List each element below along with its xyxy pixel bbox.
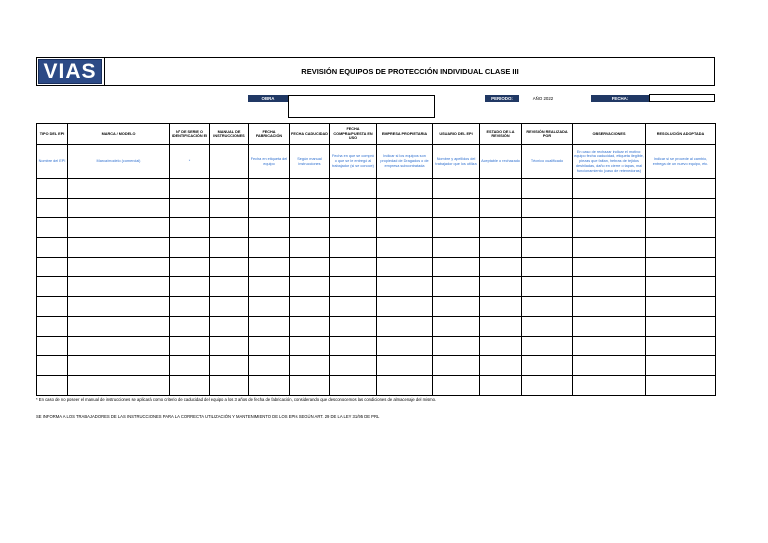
table-row [37, 336, 716, 356]
table-cell[interactable] [377, 375, 433, 395]
table-cell[interactable] [68, 316, 170, 336]
table-cell[interactable] [433, 238, 480, 258]
table-cell[interactable] [522, 356, 573, 376]
table-cell[interactable] [480, 316, 522, 336]
table-cell[interactable] [170, 198, 210, 218]
column-header: EMPRESA PROPIETARIA [377, 124, 433, 145]
table-cell[interactable] [480, 356, 522, 376]
legal-notice: SE INFORMA A LOS TRABAJADORES DE LAS INSTRUCCIONES PARA LA CORRECTA UTILIZACIÓN Y MANTENIMIENTO DE LOS EPIs SEGÚN ART. 29 DE LA LEY 31/95 DE PRL [36, 414, 380, 419]
table-cell[interactable] [290, 257, 330, 277]
table-cell[interactable] [573, 257, 646, 277]
table-cell[interactable] [573, 218, 646, 238]
column-header: RESOLUCIÓN ADOPTADA [646, 124, 716, 145]
table-cell[interactable] [646, 218, 716, 238]
table-cell[interactable] [646, 179, 716, 199]
column-header: MANUAL DE INSTRUCCIONES [210, 124, 249, 145]
table-cell[interactable] [480, 257, 522, 277]
table-cell[interactable] [522, 277, 573, 297]
table-cell[interactable] [330, 198, 377, 218]
table-cell[interactable] [249, 356, 290, 376]
table-cell[interactable] [210, 277, 249, 297]
table-cell[interactable] [37, 316, 68, 336]
table-cell[interactable] [573, 316, 646, 336]
table-cell[interactable] [480, 198, 522, 218]
table-row [37, 316, 716, 336]
table-cell[interactable] [330, 356, 377, 376]
table-cell[interactable] [68, 257, 170, 277]
table-cell[interactable] [377, 356, 433, 376]
table-cell[interactable] [646, 277, 716, 297]
table-cell[interactable] [433, 257, 480, 277]
table-cell[interactable] [646, 375, 716, 395]
table-cell[interactable] [68, 179, 170, 199]
table-cell[interactable] [210, 336, 249, 356]
sample-cell: Indicar si se procede al cambio, entrega de un nuevo equipo, etc. [646, 145, 716, 179]
column-header: FECHA COMPRA/PUESTA EN USO [330, 124, 377, 145]
table-row [37, 257, 716, 277]
table-cell[interactable] [249, 238, 290, 258]
column-header: ESTADO DE LA REVISIÓN [480, 124, 522, 145]
periodo-value: AÑO 2022 [532, 96, 554, 101]
table-cell[interactable] [377, 218, 433, 238]
table-cell[interactable] [433, 316, 480, 336]
column-header: REVISIÓN REALIZADA POR [522, 124, 573, 145]
column-header: Nº DE SERIE O IDENTIFICACIÓN EI [170, 124, 210, 145]
table-row [37, 218, 716, 238]
table-cell[interactable] [646, 257, 716, 277]
table-cell[interactable] [170, 316, 210, 336]
fecha-field[interactable] [649, 94, 715, 102]
table-cell[interactable] [37, 375, 68, 395]
table-cell[interactable] [646, 356, 716, 376]
sample-cell: Nombre y apellidos del trabajador que los utiliza [433, 145, 480, 179]
table-cell[interactable] [330, 336, 377, 356]
table-cell[interactable] [68, 277, 170, 297]
table-cell[interactable] [646, 316, 716, 336]
column-header: USUARIO DEL EPI [433, 124, 480, 145]
table-cell[interactable] [377, 179, 433, 199]
epi-revision-table [36, 123, 716, 396]
table-cell[interactable] [170, 356, 210, 376]
sample-cell: Marca/modelo (comercial) [68, 145, 170, 179]
table-cell[interactable] [210, 179, 249, 199]
sample-cell: * [170, 145, 210, 179]
table-cell[interactable] [290, 218, 330, 238]
table-cell[interactable] [210, 257, 249, 277]
table-cell[interactable] [330, 277, 377, 297]
table-cell[interactable] [210, 316, 249, 336]
fecha-label: FECHA: [591, 95, 649, 102]
table-cell[interactable] [170, 297, 210, 317]
obra-field[interactable] [288, 95, 435, 118]
table-cell[interactable] [290, 277, 330, 297]
table-cell[interactable] [170, 336, 210, 356]
table-cell[interactable] [37, 257, 68, 277]
table-cell[interactable] [37, 356, 68, 376]
table-cell[interactable] [210, 218, 249, 238]
table-cell[interactable] [210, 198, 249, 218]
obra-label: OBRA [248, 95, 288, 102]
table-row [37, 297, 716, 317]
document-title: REVISIÓN EQUIPOS DE PROTECCIÓN INDIVIDUAL CLASE III [301, 67, 519, 76]
table-cell[interactable] [170, 238, 210, 258]
table-cell[interactable] [573, 179, 646, 199]
column-header: TIPO DEL EPI [37, 124, 68, 145]
table-cell[interactable] [249, 179, 290, 199]
table-cell[interactable] [330, 238, 377, 258]
table-cell[interactable] [249, 297, 290, 317]
sample-cell: Fecha en etiqueta del equipo [249, 145, 290, 179]
sample-cell: Fecha en que se compró o que se le entregó al trabajador (si se conoce) [330, 145, 377, 179]
table-cell[interactable] [480, 238, 522, 258]
footnote: * En caso de no poseer el manual de instrucciones se aplicará como criterio de caducidad del equipo a los 3 años de fecha de fabricación, considerando que desconocemos las condiciones de almacenaje del mismo. [36, 397, 437, 402]
table-cell[interactable] [68, 336, 170, 356]
table-cell[interactable] [646, 198, 716, 218]
table-cell[interactable] [522, 179, 573, 199]
table-cell[interactable] [290, 316, 330, 336]
table-cell[interactable] [480, 179, 522, 199]
table-cell[interactable] [522, 218, 573, 238]
table-cell[interactable] [433, 297, 480, 317]
table-cell[interactable] [290, 375, 330, 395]
table-cell[interactable] [377, 316, 433, 336]
table-cell[interactable] [522, 238, 573, 258]
table-cell[interactable] [522, 375, 573, 395]
column-header: OBSERVACIONES [573, 124, 646, 145]
table-cell[interactable] [646, 336, 716, 356]
sample-row [37, 145, 716, 179]
table-cell[interactable] [646, 238, 716, 258]
table-row [37, 198, 716, 218]
table-cell[interactable] [573, 356, 646, 376]
table-cell[interactable] [290, 179, 330, 199]
table-header-row [37, 124, 716, 145]
table-row [37, 179, 716, 199]
table-cell[interactable] [330, 257, 377, 277]
table-cell[interactable] [210, 356, 249, 376]
table-row [37, 277, 716, 297]
table-cell[interactable] [433, 336, 480, 356]
table-cell[interactable] [170, 179, 210, 199]
sample-cell: Técnico cualificado [522, 145, 573, 179]
table-row [37, 375, 716, 395]
sample-cell: En caso de rechazar indicar el motivo: equipo fecha caducidad, etiqueta ilegible, piezas que faltan, hebras de tejidos deshiladas, daño en cierre o tapas, mal funcionamiento (caso de retenedoras) [573, 145, 646, 179]
table-cell[interactable] [290, 238, 330, 258]
table-cell[interactable] [170, 218, 210, 238]
table-cell[interactable] [249, 198, 290, 218]
table-cell[interactable] [480, 297, 522, 317]
table-row [37, 356, 716, 376]
sample-cell: Según manual instrucciones [290, 145, 330, 179]
table-cell[interactable] [522, 336, 573, 356]
table-cell[interactable] [290, 297, 330, 317]
table-cell[interactable] [170, 277, 210, 297]
table-cell[interactable] [330, 179, 377, 199]
table-cell[interactable] [573, 297, 646, 317]
table-cell[interactable] [480, 277, 522, 297]
table-cell[interactable] [249, 218, 290, 238]
column-header: FECHA FABRICACIÓN [249, 124, 290, 145]
table-cell[interactable] [249, 336, 290, 356]
table-cell[interactable] [522, 198, 573, 218]
table-cell[interactable] [37, 238, 68, 258]
table-cell[interactable] [433, 277, 480, 297]
table-cell[interactable] [377, 336, 433, 356]
table-cell[interactable] [330, 218, 377, 238]
sample-cell: Indicar si los equipos son propiedad de Dragados o de empresa subcontratada [377, 145, 433, 179]
table-cell[interactable] [330, 375, 377, 395]
table-cell[interactable] [330, 316, 377, 336]
table-cell[interactable] [573, 238, 646, 258]
table-cell[interactable] [68, 198, 170, 218]
periodo-label: PERIODO: [485, 95, 519, 102]
table-cell[interactable] [249, 375, 290, 395]
table-cell[interactable] [522, 297, 573, 317]
table-cell[interactable] [210, 297, 249, 317]
table-cell[interactable] [377, 297, 433, 317]
sample-cell: Aceptable o rechazado [480, 145, 522, 179]
table-cell[interactable] [377, 238, 433, 258]
table-cell[interactable] [480, 336, 522, 356]
sample-cell [210, 145, 249, 179]
table-cell[interactable] [433, 198, 480, 218]
table-cell[interactable] [68, 238, 170, 258]
table-cell[interactable] [290, 336, 330, 356]
table-cell[interactable] [290, 356, 330, 376]
table-cell[interactable] [330, 297, 377, 317]
table-cell[interactable] [573, 198, 646, 218]
table-cell[interactable] [573, 375, 646, 395]
table-cell[interactable] [37, 297, 68, 317]
table-cell[interactable] [433, 356, 480, 376]
table-cell[interactable] [68, 375, 170, 395]
table-cell[interactable] [249, 277, 290, 297]
table-cell[interactable] [522, 257, 573, 277]
table-cell[interactable] [249, 316, 290, 336]
table-cell[interactable] [480, 218, 522, 238]
table-cell[interactable] [210, 238, 249, 258]
table-cell[interactable] [68, 297, 170, 317]
table-cell[interactable] [210, 375, 249, 395]
table-cell[interactable] [37, 198, 68, 218]
table-cell[interactable] [573, 277, 646, 297]
table-cell[interactable] [377, 277, 433, 297]
sample-cell: Nombre del EPI [37, 145, 68, 179]
table-cell[interactable] [377, 198, 433, 218]
table-cell[interactable] [37, 218, 68, 238]
table-cell[interactable] [68, 356, 170, 376]
table-cell[interactable] [249, 257, 290, 277]
table-cell[interactable] [170, 257, 210, 277]
table-cell[interactable] [480, 375, 522, 395]
table-cell[interactable] [37, 277, 68, 297]
table-cell[interactable] [433, 179, 480, 199]
table-cell[interactable] [37, 179, 68, 199]
table-cell[interactable] [290, 198, 330, 218]
table-cell[interactable] [646, 297, 716, 317]
table-cell[interactable] [170, 375, 210, 395]
table-cell[interactable] [68, 218, 170, 238]
table-cell[interactable] [37, 336, 68, 356]
table-row [37, 238, 716, 258]
table-cell[interactable] [573, 336, 646, 356]
table-cell[interactable] [377, 257, 433, 277]
table-cell[interactable] [522, 316, 573, 336]
table-cell[interactable] [433, 218, 480, 238]
table-cell[interactable] [433, 375, 480, 395]
column-header: MARCA / MODELO [68, 124, 170, 145]
column-header: FECHA CADUCIDAD [290, 124, 330, 145]
vias-logo: VIAS [38, 59, 102, 84]
